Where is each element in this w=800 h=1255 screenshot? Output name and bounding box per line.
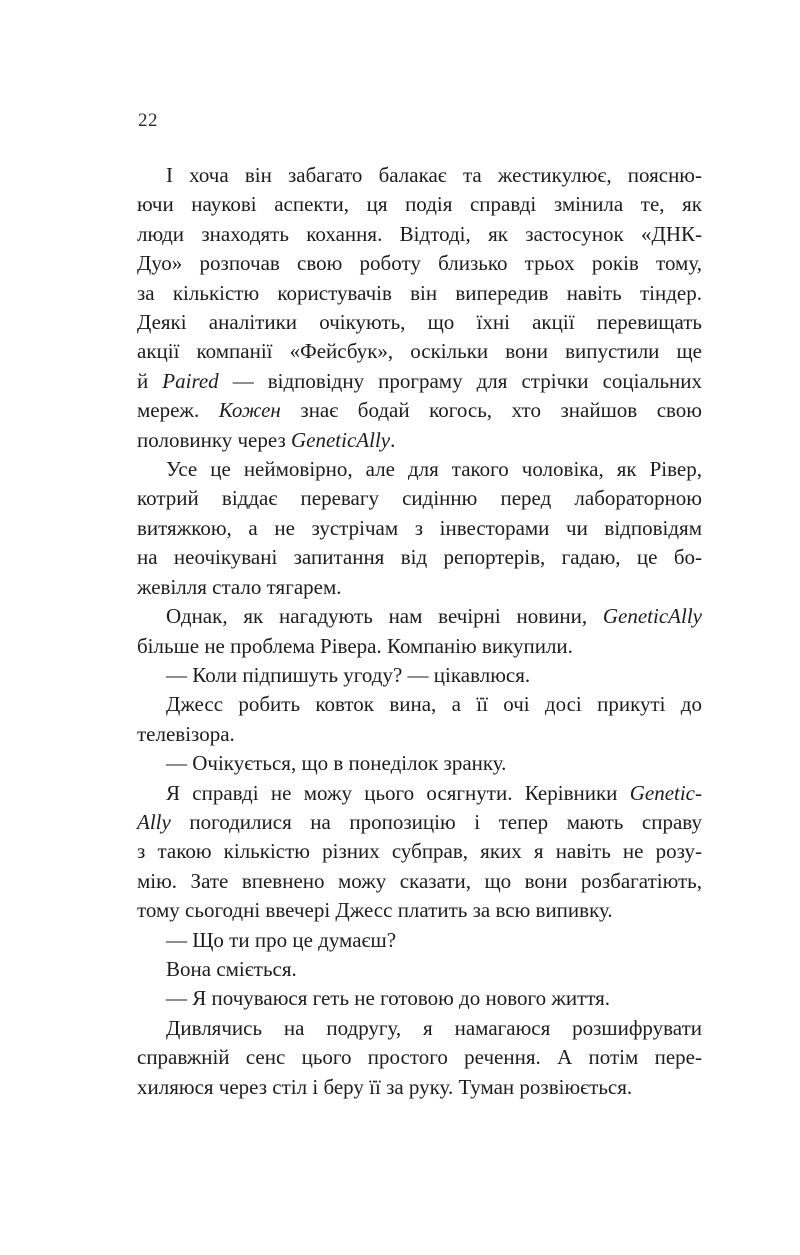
text-line — [137, 896, 702, 925]
text-line — [137, 249, 702, 278]
text-run: люди знаходять кохання. Відтоді, як застосунок «ДНК- — [137, 221, 702, 246]
text-run: . — [390, 427, 396, 452]
text-run: — Що ти про це думаєш? — [166, 927, 397, 952]
text-line — [137, 926, 702, 955]
text-run: мію. Зате впевнено можу сказати, що вони розбагатіють, — [137, 868, 702, 893]
text-run: Дивлячись на подругу, я намагаюся розшифрувати — [166, 1015, 702, 1040]
text-run: знає бодай когось, хто знайшов свою — [280, 398, 702, 423]
text-run: справжній сенс цього простого речення. А потім пере- — [137, 1045, 702, 1070]
text-run: Деякі аналітики очікують, що їхні акції перевищать — [137, 310, 702, 335]
text-line — [137, 632, 702, 661]
text-line — [137, 396, 702, 425]
text-line — [137, 220, 702, 249]
text-line — [137, 720, 702, 749]
text-line — [137, 690, 702, 719]
text-run: Я справді не можу цього осягнути. Керівники — [166, 780, 630, 805]
text-run: на неочікувані запитання від репортерів, гадаю, це бо- — [137, 545, 702, 570]
text-run: тому сьогодні ввечері Джесс платить за всю випивку. — [137, 898, 613, 923]
italic-run: Paired — [162, 368, 219, 393]
text-line — [137, 190, 702, 219]
text-run: половинку через — [137, 427, 291, 452]
text-line — [137, 1073, 702, 1102]
text-line — [137, 455, 702, 484]
text-line — [137, 161, 702, 190]
text-line — [137, 837, 702, 866]
text-run: Вона сміється. — [166, 956, 297, 981]
italic-run: Ally — [137, 809, 171, 834]
text-line — [137, 661, 702, 690]
text-run: котрий віддає перевагу сидінню перед лабораторною — [137, 486, 702, 511]
text-run: хиляюся через стіл і беру її за руку. Туман розвіюється. — [137, 1074, 633, 1099]
text-line — [137, 749, 702, 778]
text-run: Джесс робить ковток вина, а її очі досі прикуті до — [166, 692, 702, 717]
page-number: 22 — [138, 110, 158, 131]
text-run: й — [137, 368, 163, 393]
text-line — [137, 808, 702, 837]
italic-run: GeneticAlly — [602, 604, 702, 629]
text-run: витяжкою, а не зустрічам з інвесторами чи відповідям — [137, 515, 702, 540]
text-line — [137, 514, 702, 543]
text-run: — Я почуваюся геть не готовою до нового життя. — [166, 986, 611, 1011]
text-run: Однак, як нагадують нам вечірні новини, — [166, 604, 603, 629]
text-block — [137, 161, 702, 1102]
text-line — [137, 602, 702, 631]
text-run: погодилися на пропозицію і тепер мають справу — [170, 809, 702, 834]
text-run: І хоча він забагато балакає та жестикулює, поясню- — [166, 163, 702, 187]
text-run: мереж. — [137, 398, 219, 423]
text-run: — відповідну програму для стрічки соціальних — [218, 368, 702, 393]
text-line — [137, 867, 702, 896]
text-line — [137, 543, 702, 572]
text-run: акції компанії «Фейсбук», оскільки вони випустили ще — [137, 339, 702, 364]
text-run: Дуо» розпочав свою роботу близько трьох років тому, — [137, 251, 702, 276]
text-line — [137, 1014, 702, 1043]
text-line — [137, 484, 702, 513]
text-run: ючи наукові аспекти, ця подія справді змінила те, як — [137, 192, 702, 217]
italic-run: Genetic- — [629, 780, 702, 805]
text-line — [137, 984, 702, 1013]
italic-run: Кожен — [218, 398, 281, 423]
italic-run: GeneticAlly — [291, 427, 391, 452]
text-run: телевізора. — [137, 721, 235, 746]
text-run: з такою кількістю різних субправ, яких я навіть не розу- — [137, 839, 702, 864]
text-run: жевілля стало тягарем. — [137, 574, 342, 599]
text-run: Усе це неймовірно, але для такого чоловіка, як Рівер, — [166, 457, 702, 482]
text-run: — Коли підпишуть угоду? — цікавлюся. — [166, 662, 531, 687]
text-run: більше не проблема Рівера. Компанію викупили. — [137, 633, 573, 658]
text-line — [137, 426, 702, 455]
text-run: — Очікується, що в понеділок зранку. — [166, 751, 507, 776]
text-line — [137, 279, 702, 308]
text-line — [137, 779, 702, 808]
text-line — [137, 308, 702, 337]
text-run: за кількістю користувачів він випередив навіть тіндер. — [137, 280, 702, 305]
text-line — [137, 573, 702, 602]
text-line — [137, 955, 702, 984]
text-line — [137, 367, 702, 396]
text-line — [137, 337, 702, 366]
text-line — [137, 1043, 702, 1072]
